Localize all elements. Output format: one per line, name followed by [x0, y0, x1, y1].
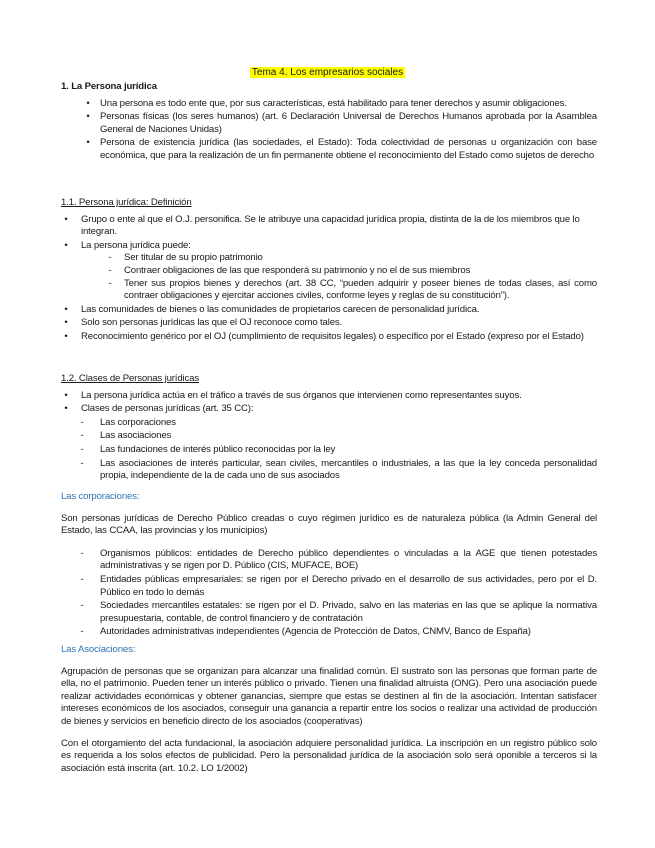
list-item — [61, 317, 597, 330]
sub-list-item — [61, 548, 597, 573]
list-item — [61, 390, 597, 403]
list-item-text: Solo son personas jurídicas las que el OJ reconoce como tales. — [81, 317, 343, 329]
list-item-text: La persona jurídica puede: — [81, 239, 191, 251]
list-item-text: Organismos públicos: entidades de Derecho público dependientes o vinculadas a la AGE que tienen potestades administrativas y se rigen por D. Público (CIS, MUFACE, BOE) — [100, 547, 597, 572]
dash-glyph: - — [80, 416, 84, 428]
bullet-glyph: • — [86, 137, 90, 149]
section-heading: Las Asociaciones: — [61, 644, 136, 655]
dash-glyph: - — [80, 573, 84, 585]
dash-glyph: - — [80, 600, 84, 612]
bullet-glyph: • — [64, 403, 68, 415]
sub-list-item — [61, 444, 597, 457]
bullet-glyph: • — [64, 303, 68, 315]
list-item — [61, 214, 597, 239]
list-item-text: Contraer obligaciones de las que responderá su patrimonio y no el de sus miembros — [124, 264, 471, 276]
list-item — [61, 98, 597, 111]
bullet-glyph: • — [64, 389, 68, 401]
list-item-text: Las asociaciones de interés particular, sean civiles, mercantiles o industriales, a las que la ley conceda personalidad propia, independiente de la de cada uno de sus asociados — [100, 457, 597, 482]
section-definicion — [61, 197, 597, 344]
sub-list-item — [61, 458, 597, 483]
list-item — [61, 137, 597, 162]
list-item-text: Personas físicas (los seres humanos) (art. 6 Declaración Universal de Derechos Humanos aprobada por la Asamblea General de Naciones Unidas) — [100, 111, 597, 135]
sub-list-item — [61, 265, 597, 278]
list-item-text: Entidades públicas empresariales: se rigen por el Derecho privado en el desarrollo de sus actividades, pero por el D. Público en todo lo demás — [100, 573, 597, 598]
list-item-text: Autoridades administrativas independientes (Agencia de Protección de Datos, CNMV, Banco de España) — [100, 626, 531, 638]
sub-list-item — [61, 278, 597, 303]
sub-list-item — [61, 600, 597, 625]
dash-glyph: - — [80, 443, 84, 455]
paragraph: Con el otorgamiento del acta fundacional, la asociación adquiere personalidad jurídica. La inscripción en un registro público solo es requerida a los solos efectos de publicidad. Pero la personalidad jurídica de la asociación solo será oponible a terceros si la asociación está inscrita (art. 10.2. LO 1/2002) — [61, 737, 597, 774]
document-title: Tema 4. Los empresarios sociales — [251, 67, 404, 78]
list-item-text: Una persona es todo ente que, por sus características, está habilitado para tener derechos y asumir obligaciones. — [100, 97, 567, 109]
dash-glyph: - — [80, 457, 84, 469]
section-asociaciones — [61, 644, 597, 775]
dash-glyph: - — [80, 430, 84, 442]
list-item-text: Persona de existencia jurídica (las sociedades, el Estado): Toda colectividad de personas u organización con base económica, que para la realización de un fin permanente obtiene el reconocimiento del Estado como sujetos de derecho — [100, 137, 597, 161]
section-heading: 1.2. Clases de Personas jurídicas — [61, 373, 199, 384]
list-item — [61, 240, 597, 253]
section-corporaciones — [61, 491, 597, 639]
dash-glyph: - — [80, 626, 84, 638]
bullet-glyph: • — [64, 317, 68, 329]
section-heading: 1.1. Persona jurídica: Definición — [61, 197, 192, 208]
list-item-text: Sociedades mercantiles estatales: se rigen por el D. Privado, salvo en las materias en las que se aplique la normativa presupuestaria, contable, de control financiero y de contratación — [100, 600, 597, 624]
sub-list-item — [61, 626, 597, 639]
list-item — [61, 403, 597, 416]
bullet-glyph: • — [86, 111, 90, 123]
dash-glyph: - — [108, 264, 112, 276]
paragraph: Son personas jurídicas de Derecho Público creadas o cuyo régimen jurídico es de naturaleza pública (la Admin General del Estado, las CCAA, las provincias y los municipios) — [61, 512, 597, 537]
list-item — [61, 111, 597, 136]
sub-list-item — [61, 252, 597, 265]
section-heading: 1. La Persona jurídica — [61, 81, 157, 92]
dash-glyph: - — [108, 277, 112, 289]
list-item-text: Las fundaciones de interés público reconocidas por la ley — [100, 443, 336, 455]
list-item-text: Tener sus propios bienes y derechos (art. 38 CC, “pueden adquirir y poseer bienes de todas clases, así como contraer obligaciones y ejercitar acciones civiles, conforme leyes y reglas de su constitución”). — [124, 277, 597, 302]
title-line — [0, 62, 655, 80]
list-item-text: Las asociaciones — [100, 430, 172, 442]
paragraph: Agrupación de personas que se organizan para alcanzar una finalidad común. El sustrato son las personas que forman parte de ella, no el patrimonio. Pueden tener un interés público o privado. Tienen una finalidad altruista (ONG). Pero una asociación puede realizar actividades económicas y obtener ganancias, siempre que estas se destinen al fin de la asociación. Intentan satisfacer intereses económicos de los asociados, conseguir una ganancia a repartir entre los socios o realizar una actividad de producción de bienes y servicios en beneficio directo de los asociados (cooperativas) — [61, 665, 597, 727]
list-item-text: Ser titular de su propio patrimonio — [124, 252, 263, 264]
list-item — [61, 304, 597, 317]
bullet-glyph: • — [64, 239, 68, 251]
list-item-text: La persona jurídica actúa en el tráfico a través de sus órganos que intervienen como representantes suyos. — [81, 389, 522, 401]
list-item-text: Las corporaciones — [100, 416, 176, 428]
section-heading: Las corporaciones: — [61, 491, 140, 502]
bullet-glyph: • — [64, 330, 68, 342]
sub-list-item — [61, 574, 597, 599]
dash-glyph: - — [80, 547, 84, 559]
bullet-glyph: • — [86, 97, 90, 109]
dash-glyph: - — [108, 252, 112, 264]
list-item-text: Grupo o ente al que el O.J. personifica. Se le atribuye una capacidad jurídica propia, distinta de la de los miembros que lo integran. — [81, 213, 580, 238]
section-clases — [61, 373, 597, 483]
list-item-text: Clases de personas jurídicas (art. 35 CC): — [81, 403, 254, 415]
sub-list-item — [61, 417, 597, 430]
list-item-text: Reconocimiento genérico por el OJ (cumplimiento de requisitos legales) o específico por el Estado (expreso por el Estado) — [81, 330, 584, 342]
section-persona-juridica — [61, 81, 597, 163]
list-item-text: Las comunidades de bienes o las comunidades de propietarios carecen de personalidad jurídica. — [81, 303, 480, 315]
sub-list-item — [61, 430, 597, 443]
bullet-glyph: • — [64, 213, 68, 225]
list-item — [61, 331, 597, 344]
